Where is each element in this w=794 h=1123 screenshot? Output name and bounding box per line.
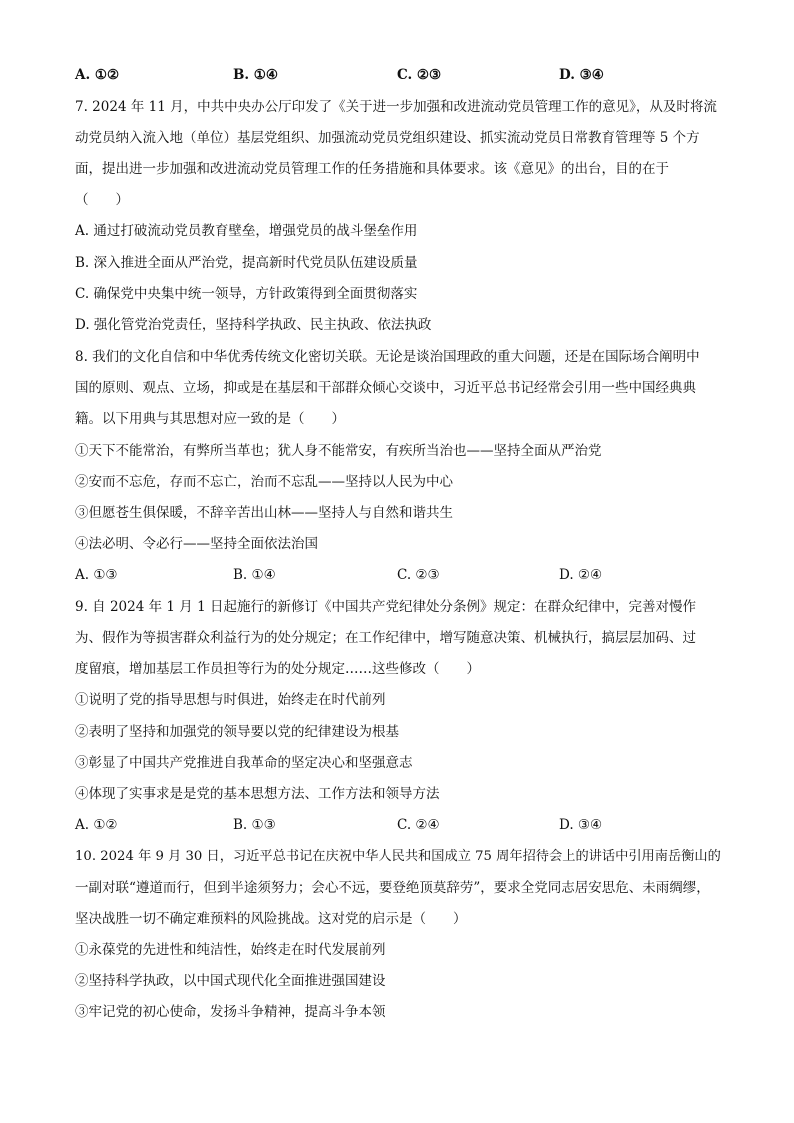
q9-item-2: ②表明了坚持和加强党的领导要以党的纪律建设为根基: [75, 724, 399, 740]
q8-item-2: ②安而不忘危，存而不忘亡，治而不忘乱——坚持以人民为中心: [75, 474, 453, 490]
q9-stem-line: 9. 自 2024 年 1 月 1 日起施行的新修订《中国共产党纪律处分条例》规定：在群众纪律中，完善对慢作: [75, 599, 696, 615]
q9-options: [75, 815, 725, 835]
q9-option-d: D. ③④: [559, 817, 603, 833]
q6-option-b: B. ①④: [233, 67, 279, 83]
q7-choice-b: B. 深入推进全面从严治党，提高新时代党员队伍建设质量: [75, 255, 418, 271]
q10-item-2: ②坚持科学执政，以中国式现代化全面推进强国建设: [75, 973, 386, 989]
q9-option-a: A. ①②: [75, 817, 118, 833]
q7-choice-d: D. 强化管党治党责任，坚持科学执政、民主执政、依法执政: [75, 317, 432, 333]
q6-option-d: D. ③④: [559, 67, 604, 83]
q9-stem-line: 为、假作为等损害群众利益行为的处分规定；在工作纪律中，增写随意决策、机械执行，搞层层加码、过: [75, 630, 696, 646]
q6-options: [75, 65, 725, 85]
q8-item-3: ③但愿苍生俱保暖，不辞辛苦出山林——坚持人与自然和谐共生: [75, 505, 453, 521]
q8-option-b: B. ①④: [233, 567, 276, 583]
q7-stem-line: 面，提出进一步加强和改进流动党员管理工作的任务措施和具体要求。该《意见》的出台，目的在于: [75, 161, 669, 177]
q9-item-3: ③彰显了中国共产党推进自我革命的坚定决心和坚强意志: [75, 755, 413, 771]
q6-option-c: C. ②③: [397, 67, 442, 83]
q7-choice-c: C. 确保党中央集中统一领导，方针政策得到全面贯彻落实: [75, 286, 418, 302]
q9-stem-line: 度留痕，增加基层工作员担等行为的处分规定……这些修改（ ）: [75, 661, 480, 677]
q8-option-a: A. ①③: [75, 567, 118, 583]
q10-item-1: ①永葆党的先进性和纯洁性，始终走在时代发展前列: [75, 942, 386, 958]
q10-item-3: ③牢记党的初心使命，发扬斗争精神，提高斗争本领: [75, 1004, 386, 1020]
q10-stem-line: 一副对联“遵道而行，但到半途须努力；会心不远，要登绝顶莫辞劳”，要求全党同志居安思危、未雨绸缪，: [75, 880, 710, 896]
q8-stem-line: 国的原则、观点、立场，抑或是在基层和干部群众倾心交谈中，习近平总书记经常会引用一些中国经典典: [75, 380, 696, 396]
q6-option-a: A. ①②: [75, 67, 120, 83]
q7-choice-a: A. 通过打破流动党员教育壁垒，增强党员的战斗堡垒作用: [75, 223, 418, 239]
q10-stem-line: 10. 2024 年 9 月 30 日，习近平总书记在庆祝中华人民共和国成立 75 周年招待会上的讲话中引用南岳衡山的: [75, 849, 721, 864]
q8-item-4: ④法必明、令必行——坚持全面依法治国: [75, 536, 318, 552]
q7-answer-blank: （ ）: [75, 192, 129, 208]
q7-stem-line: 7. 2024 年 11 月，中共中央办公厅印发了《关于进一步加强和改进流动党员管理工作的意见》，从及时将流: [75, 99, 717, 115]
q9-option-b: B. ①③: [233, 817, 276, 833]
q9-item-1: ①说明了党的指导思想与时俱进，始终走在时代前列: [75, 692, 386, 708]
q10-stem-line: 坚决战胜一切不确定难预料的风险挑战。这对党的启示是（ ）: [75, 911, 467, 927]
q7-stem-line: 动党员纳入流入地（单位）基层党组织、加强流动党员党组织建设、抓实流动党员日常教育管理等 5 个方: [75, 130, 700, 146]
q9-option-c: C. ②④: [397, 817, 440, 833]
q8-options: [75, 565, 725, 585]
q8-item-1: ①天下不能常治，有弊所当革也；犹人身不能常安，有疾所当治也——坚持全面从严治党: [75, 443, 602, 459]
q8-option-c: C. ②③: [397, 567, 440, 583]
q8-stem-line: 8. 我们的文化自信和中华优秀传统文化密切关联。无论是谈治国理政的重大问题，还是在国际场合阐明中: [75, 349, 700, 365]
q8-option-d: D. ②④: [559, 567, 603, 583]
q8-stem-line: 籍。以下用典与其思想对应一致的是（ ）: [75, 411, 345, 427]
q9-item-4: ④体现了实事求是是党的基本思想方法、工作方法和领导方法: [75, 786, 440, 802]
